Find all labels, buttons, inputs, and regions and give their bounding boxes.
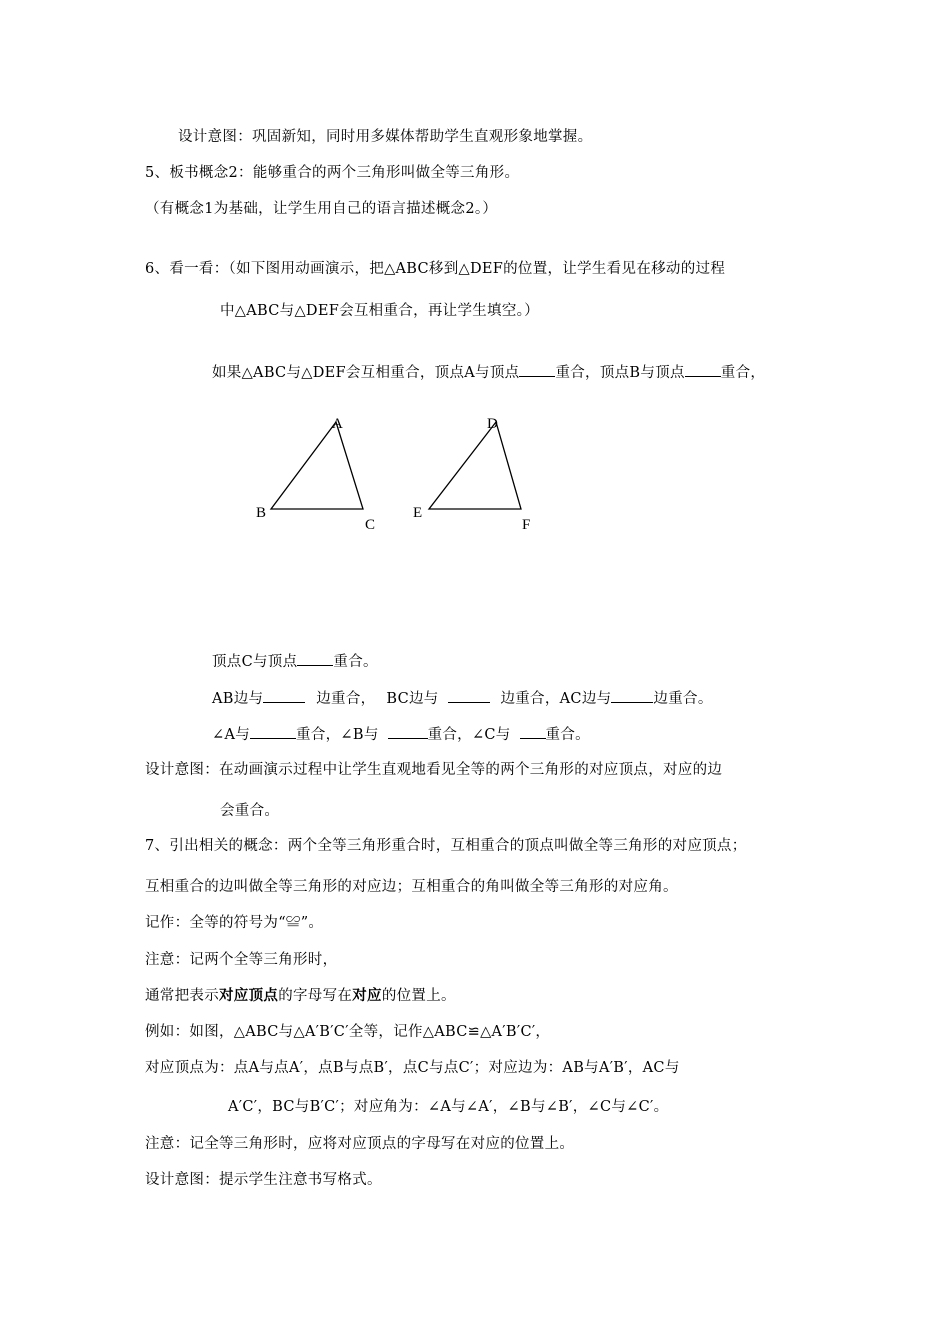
related-concepts-line-1: 7、引出相关的概念：两个全等三角形重合时，互相重合的顶点叫做全等三角形的对应顶点； xyxy=(145,838,747,854)
note-bold-corresponding: 对应 xyxy=(352,987,382,1004)
fill-text-4: 顶点C与顶点 xyxy=(212,654,298,670)
design-intent-1: 设计意图：巩固新知，同时用多媒体帮助学生直观形象地掌握。 xyxy=(178,129,593,145)
concept-2-note: （有概念1为基础，让学生用自己的语言描述概念2。） xyxy=(145,201,498,217)
fill-text-6: AB边与 xyxy=(212,691,264,707)
fill-text-12: 重合，∠B与 xyxy=(296,727,379,743)
fill-text-11: ∠A与 xyxy=(212,727,251,743)
vertex-label-e: E xyxy=(413,505,423,521)
fill-blank-sides xyxy=(212,688,713,709)
blank-vertex-c[interactable] xyxy=(297,651,333,666)
note-bold-corresponding-vertex: 对应顶点 xyxy=(219,987,279,1004)
concept-2-line: 5、板书概念2：能够重合的两个三角形叫做全等三角形。 xyxy=(145,165,520,181)
vertex-label-d: D xyxy=(487,416,498,432)
correspondence-line-1: 对应顶点为：点A与点A′，点B与点B′，点C与点C′；对应边为：AB与A′B′，AC与 xyxy=(145,1060,680,1076)
fill-text-1: 如果△ABC与△DEF会互相重合，顶点A与顶点 xyxy=(212,365,520,381)
fill-text-3: 重合， xyxy=(720,365,766,381)
blank-side-ac[interactable] xyxy=(611,688,653,703)
vertex-label-b: B xyxy=(256,505,267,521)
fill-blank-vertex-c xyxy=(212,651,378,672)
note-line-2 xyxy=(145,986,456,1006)
fill-text-7: 边重合， xyxy=(316,691,376,707)
fill-text-10: 边重合。 xyxy=(653,691,713,707)
fill-text-5: 重合。 xyxy=(333,654,378,670)
note-text-b: 的字母写在 xyxy=(278,988,353,1004)
blank-side-ab[interactable] xyxy=(263,688,305,703)
note-line-3: 注意：记全等三角形时，应将对应顶点的字母写在对应的位置上。 xyxy=(145,1136,575,1152)
blank-side-bc[interactable] xyxy=(448,688,490,703)
vertex-label-f: F xyxy=(522,517,531,533)
look-step-continued: 中△ABC与△DEF会互相重合，再让学生填空。） xyxy=(220,303,540,319)
fill-text-9: 边重合，AC边与 xyxy=(500,691,612,707)
note-text-c: 的位置上。 xyxy=(381,988,456,1004)
vertex-label-c: C xyxy=(365,517,376,533)
triangle-def xyxy=(429,422,521,509)
related-concepts-line-2: 互相重合的边叫做全等三角形的对应边；互相重合的角叫做全等三角形的对应角。 xyxy=(145,879,678,895)
vertex-label-a: A xyxy=(332,416,343,432)
fill-text-2: 重合，顶点B与顶点 xyxy=(555,365,685,381)
blank-angle-b[interactable] xyxy=(388,724,428,739)
design-intent-2-continued: 会重合。 xyxy=(220,803,280,819)
fill-text-13: 重合，∠C与 xyxy=(427,727,511,743)
fill-text-8: BC边与 xyxy=(386,691,439,707)
look-step-line: 6、看一看：（如下图用动画演示，把△ABC移到△DEF的位置，让学生看见在移动的过程 xyxy=(145,261,726,277)
note-line-1: 注意：记两个全等三角形时， xyxy=(145,952,338,968)
notation-line: 记作：全等的符号为“≌”。 xyxy=(145,915,324,931)
fill-text-14: 重合。 xyxy=(545,727,590,743)
triangle-abc xyxy=(271,422,363,509)
example-line: 例如：如图，△ABC与△A′B′C′全等，记作△ABC≌△A′B′C′， xyxy=(145,1024,551,1040)
design-intent-3: 设计意图：提示学生注意书写格式。 xyxy=(145,1172,382,1188)
note-text-a: 通常把表示 xyxy=(145,988,219,1004)
fill-blank-angles xyxy=(212,724,590,745)
correspondence-line-2: A′C′，BC与B′C′；对应角为：∠A与∠A′，∠B与∠B′，∠C与∠C′。 xyxy=(228,1099,669,1115)
blank-angle-c[interactable] xyxy=(520,724,546,739)
design-intent-2: 设计意图：在动画演示过程中让学生直观地看见全等的两个三角形的对应顶点，对应的边 xyxy=(145,762,723,778)
blank-angle-a[interactable] xyxy=(250,724,296,739)
